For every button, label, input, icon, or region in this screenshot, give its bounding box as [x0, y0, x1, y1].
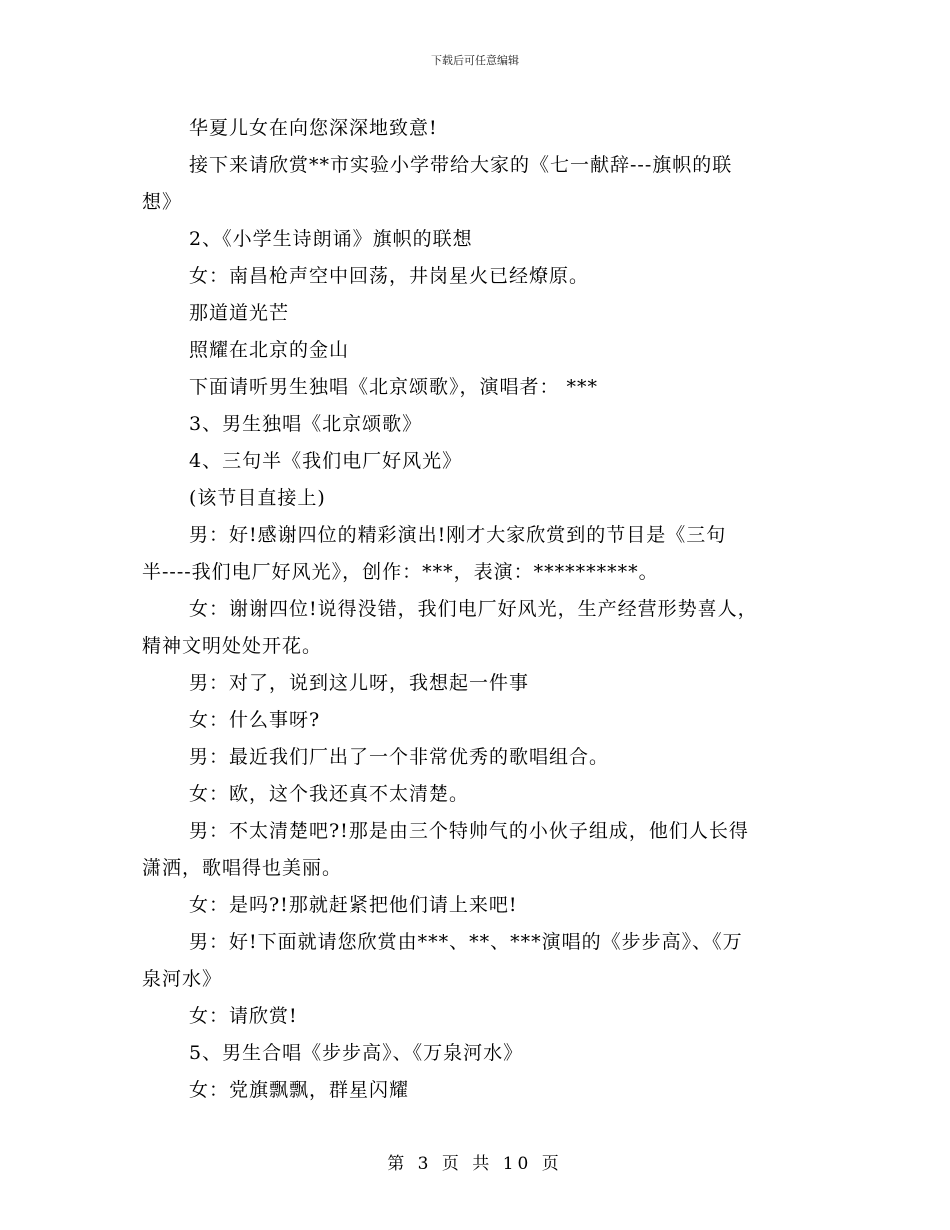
text-line: 女：是吗?!那就赶紧把他们请上来吧!	[189, 894, 518, 916]
text-line: (该节目直接上)	[189, 487, 326, 509]
text-line: 华夏儿女在向您深深地致意!	[189, 117, 438, 139]
text-line: 下面请听男生独唱《北京颂歌》，演唱者： ***	[189, 376, 599, 398]
text-line: 照耀在北京的金山	[189, 339, 350, 361]
text-line: 女：南昌枪声空中回荡，井岗星火已经燎原。	[189, 265, 590, 287]
text-line: 5、男生合唱《步步高》、《万泉河水》	[189, 1042, 524, 1064]
page-header: 下载后可任意编辑	[431, 54, 519, 67]
text-line: 女：请欣赏!	[189, 1005, 298, 1027]
text-line: 2、《小学生诗朗诵》旗帜的联想	[189, 228, 473, 250]
text-line: 3、男生独唱《北京颂歌》	[189, 413, 423, 435]
text-line: 精神文明处处开花。	[142, 635, 323, 657]
page-footer: 第 3 页 共 10 页	[387, 1154, 563, 1174]
text-line: 男：好!下面就请您欣赏由***、**、***演唱的《步步高》、《万	[189, 931, 743, 953]
text-line: 女：什么事呀?	[189, 709, 321, 731]
text-line: 半----我们电厂好风光》，创作：***，表演：**********。	[142, 561, 659, 583]
text-line: 泉河水》	[142, 968, 223, 990]
text-line: 男：不太清楚吧?!那是由三个特帅气的小伙子组成，他们人长得	[189, 820, 749, 842]
text-line: 那道道光芒	[189, 302, 290, 324]
text-line: 女：党旗飘飘，群星闪耀	[189, 1079, 410, 1101]
document-body	[142, 110, 812, 1109]
text-line: 潇洒，歌唱得也美丽。	[142, 857, 343, 879]
text-line: 女：谢谢四位!说得没错，我们电厂好风光，生产经营形势喜人，	[189, 598, 758, 620]
text-line: 4、三句半《我们电厂好风光》	[189, 450, 463, 472]
text-line: 男：最近我们厂出了一个非常优秀的歌唱组合。	[189, 746, 610, 768]
text-line: 接下来请欣赏**市实验小学带给大家的《七一献辞---旗帜的联	[189, 154, 733, 176]
text-line: 想》	[142, 191, 183, 213]
text-line: 女：欧，这个我还真不太清楚。	[189, 783, 470, 805]
text-line: 男：好!感谢四位的精彩演出!刚才大家欣赏到的节目是《三句	[189, 524, 727, 546]
text-line: 男：对了，说到这儿呀，我想起一件事	[189, 672, 530, 694]
